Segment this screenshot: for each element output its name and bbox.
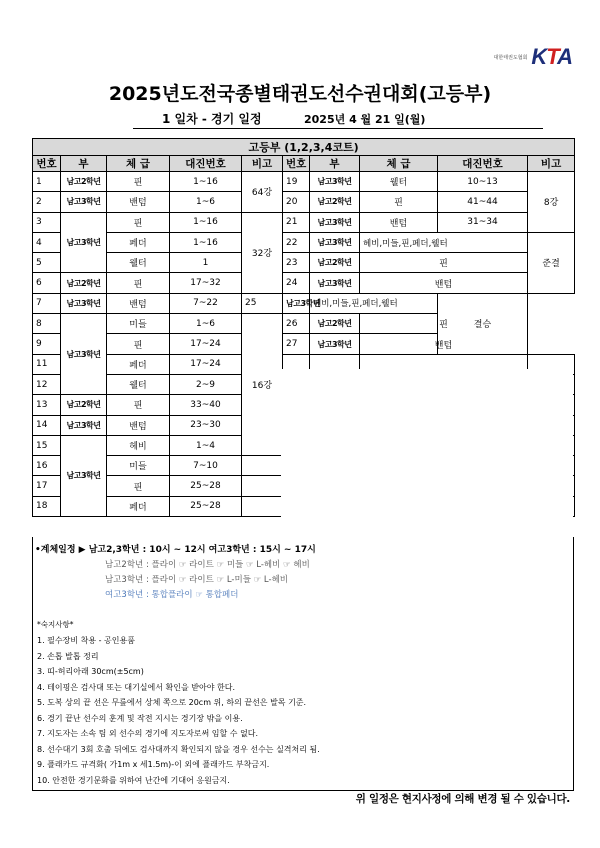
event-classes: 헤비,미들,핀,페더,웰터 — [310, 293, 438, 313]
weight-class: 페더 — [107, 354, 170, 374]
bracket-number: 7~22 — [170, 293, 242, 313]
match-number: 17 — [33, 476, 61, 496]
bracket-number: 17~32 — [170, 273, 242, 293]
match-number: 26 — [283, 314, 310, 334]
division: 남고2학년 — [310, 314, 360, 334]
weight-class: 밴텀 — [107, 192, 170, 212]
weight-class: 핀 — [107, 476, 170, 496]
division: 남고3학년 — [310, 212, 360, 232]
col-header: 비고 — [242, 156, 283, 172]
weight-class: 웰터 — [360, 172, 438, 192]
rule-item: 9. 플래카드 규격화( 가1m x 세1.5m)-이 외에 플래카드 부착금지. — [37, 760, 270, 769]
round-note: 준결 — [528, 232, 575, 293]
weight-class: 미들 — [107, 456, 170, 476]
rule-item: 3. 띠-허리아래 30cm(±5cm) — [37, 667, 144, 676]
division: 남고2학년 — [61, 172, 107, 192]
weight-class: 페더 — [107, 496, 170, 516]
court-header: 고등부 (1,2,3,4코트) — [33, 139, 575, 156]
division: 남고3학년 — [61, 415, 107, 435]
match-number: 25 — [242, 293, 283, 313]
division: 남고3학년 — [310, 232, 360, 252]
table-row — [33, 293, 575, 313]
weight-class: 핀 — [107, 172, 170, 192]
subtitle — [133, 110, 543, 129]
round-note: 32강 — [242, 212, 283, 293]
match-number: 21 — [283, 212, 310, 232]
match-number: 2 — [33, 192, 61, 212]
match-number: 4 — [33, 232, 61, 252]
bracket-number: 1~16 — [170, 232, 242, 252]
match-number: 18 — [33, 496, 61, 516]
division: 남고3학년 — [310, 273, 360, 293]
bracket-number: 25~28 — [170, 476, 242, 496]
col-header: 대진번호 — [438, 156, 528, 172]
rule-item: 5. 도복 상의 끝 선은 무릎에서 상체 쪽으로 20cm 위, 하의 끝선은 발목 기준. — [37, 698, 307, 707]
col-header: 번호 — [33, 156, 61, 172]
match-number: 8 — [33, 314, 61, 334]
match-number: 24 — [283, 273, 310, 293]
bracket-number: 1~6 — [170, 192, 242, 212]
col-header: 번호 — [283, 156, 310, 172]
logo-mark: KTA — [531, 44, 572, 69]
division: 남고3학년 — [283, 293, 310, 313]
col-header: 체 급 — [107, 156, 170, 172]
match-number: 14 — [33, 415, 61, 435]
bracket-number: 41~44 — [438, 192, 528, 212]
division: 남고2학년 — [61, 395, 107, 415]
notice-header: *숙지사항* — [37, 620, 74, 629]
bracket-number: 1~6 — [170, 314, 242, 334]
page-title: 2025년도전국종별태권도선수권대회(고등부) — [108, 83, 492, 105]
footer-note: 위 일정은 현지사정에 의해 변경 될 수 있습니다. — [355, 793, 570, 805]
bracket-number: 2~9 — [170, 374, 242, 394]
match-number: 13 — [33, 395, 61, 415]
table-row — [33, 232, 575, 252]
col-header: 부 — [310, 156, 360, 172]
weight-class: 밴텀 — [107, 293, 170, 313]
weight-class: 웰터 — [107, 253, 170, 273]
weigh-in-order-m3: 남고3학년 : 플라이 ☞ 라이트 ☞ L-미들 ☞ L-헤비 — [105, 575, 289, 585]
match-number: 22 — [283, 232, 310, 252]
table-row — [33, 212, 575, 232]
weight-class: 밴텀 — [360, 212, 438, 232]
division: 남고3학년 — [61, 435, 107, 516]
event-classes: 밴텀 — [360, 334, 528, 354]
match-number: 12 — [33, 374, 61, 394]
table-row — [33, 273, 575, 293]
division: 남고3학년 — [310, 334, 360, 354]
logo-org-name: 대한태권도협회 — [493, 54, 528, 61]
weigh-in-order-m2: 남고2학년 : 플라이 ☞ 라이트 ☞ 미들 ☞ L-헤비 ☞ 헤비 — [105, 560, 310, 570]
match-number: 16 — [33, 456, 61, 476]
division: 남고3학년 — [61, 212, 107, 273]
division: 남고3학년 — [61, 293, 107, 313]
bracket-number: 7~10 — [170, 456, 242, 476]
weight-class: 미들 — [107, 314, 170, 334]
match-number: 19 — [283, 172, 310, 192]
rule-item: 1. 필수장비 착용 - 공인용품 — [37, 636, 135, 645]
weight-class: 헤비 — [107, 435, 170, 455]
bracket-number: 1 — [170, 253, 242, 273]
table-row — [33, 253, 575, 273]
col-header: 부 — [61, 156, 107, 172]
round-note: 16강 — [242, 314, 283, 456]
bracket-number: 31~34 — [438, 212, 528, 232]
col-header: 비고 — [528, 156, 575, 172]
empty-area — [281, 369, 573, 537]
weight-class: 핀 — [360, 192, 438, 212]
match-number: 1 — [33, 172, 61, 192]
bracket-number: 1~16 — [170, 212, 242, 232]
rule-item: 7. 지도자는 소속 팀 외 선수의 경기에 지도자로써 임할 수 없다. — [37, 729, 259, 738]
match-number: 11 — [33, 354, 61, 374]
rule-item: 8. 선수대기 3회 호출 뒤에도 검사대까지 확인되지 않을 경우 선수는 실격처리 됨. — [37, 744, 320, 754]
bracket-number: 17~24 — [170, 334, 242, 354]
match-number: 7 — [33, 293, 61, 313]
match-number: 6 — [33, 273, 61, 293]
match-number: 15 — [33, 435, 61, 455]
bracket-number: 23~30 — [170, 415, 242, 435]
division: 남고2학년 — [310, 253, 360, 273]
division: 남고3학년 — [61, 314, 107, 395]
weight-class: 핀 — [107, 334, 170, 354]
match-number: 27 — [283, 334, 310, 354]
table-row — [33, 192, 575, 212]
bracket-number: 25~28 — [170, 496, 242, 516]
table-row — [33, 314, 575, 334]
weight-class: 페더 — [107, 232, 170, 252]
bracket-number: 1~16 — [170, 172, 242, 192]
round-note: 결승 — [438, 293, 528, 354]
division: 남고2학년 — [310, 192, 360, 212]
bracket-number: 10~13 — [438, 172, 528, 192]
day-label: 1 일차 - 경기 일정 — [162, 112, 262, 126]
weigh-in-schedule: •계체일정 ▶ 남고2,3학년 : 10시 ~ 12시 여고3학년 : 15시 ~ 17시 — [35, 545, 316, 555]
weight-class: 핀 — [107, 395, 170, 415]
weigh-in-order-f3: 여고3학년 : 통합플라이 ☞ 통합페더 — [105, 590, 239, 600]
rule-item: 6. 경기 끝난 선수의 훈계 및 작전 지시는 경기장 밖을 이용. — [37, 713, 243, 723]
match-number: 5 — [33, 253, 61, 273]
match-number: 3 — [33, 212, 61, 232]
event-classes: 핀 — [360, 253, 528, 273]
table-row — [33, 334, 575, 354]
event-classes: 핀 — [360, 314, 528, 334]
weigh-in-section — [32, 537, 574, 791]
match-number: 9 — [33, 334, 61, 354]
bracket-number: 1~4 — [170, 435, 242, 455]
col-header: 대진번호 — [170, 156, 242, 172]
bracket-number: 33~40 — [170, 395, 242, 415]
match-number: 20 — [283, 192, 310, 212]
rule-item: 4. 테이핑은 검사대 또는 대기실에서 확인을 받아야 한다. — [37, 682, 235, 692]
match-number: 23 — [283, 253, 310, 273]
event-classes: 밴텀 — [360, 273, 528, 293]
weight-class: 핀 — [107, 212, 170, 232]
rule-item: 2. 손톱 발톱 정리 — [37, 651, 99, 661]
date-label: 2025년 4 월 21 일(월) — [304, 113, 426, 126]
division: 남고3학년 — [61, 192, 107, 212]
rule-item: 10. 안전한 경기문화를 위하여 난간에 기대어 응원금지. — [37, 775, 230, 785]
column-header-row — [33, 156, 575, 172]
weight-class: 웰터 — [107, 374, 170, 394]
division: 남고3학년 — [310, 172, 360, 192]
table-row — [33, 172, 575, 192]
kta-logo — [494, 44, 572, 70]
round-note: 64강 — [242, 172, 283, 213]
rules-list — [37, 633, 571, 788]
bracket-number: 17~24 — [170, 354, 242, 374]
weight-class: 밴텀 — [107, 415, 170, 435]
event-classes: 헤비,미들,핀,페더,웰터 — [360, 232, 528, 252]
round-note: 8강 — [528, 172, 575, 233]
col-header: 체 급 — [360, 156, 438, 172]
weight-class: 핀 — [107, 273, 170, 293]
division: 남고2학년 — [61, 273, 107, 293]
